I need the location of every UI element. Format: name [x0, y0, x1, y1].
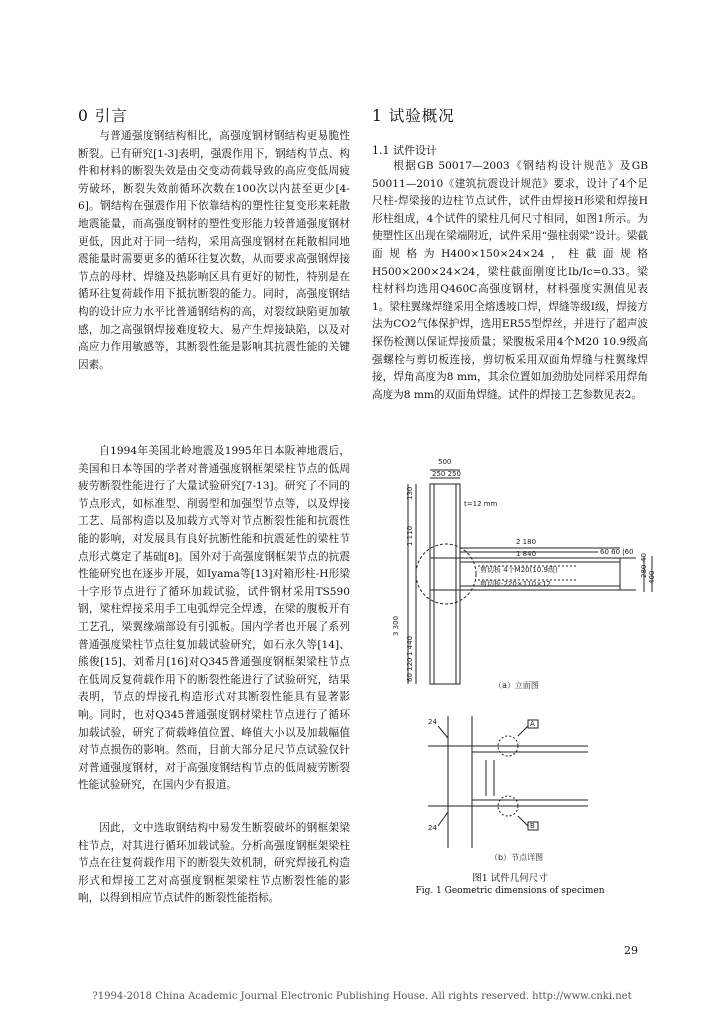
figure-1-drawing	[368, 456, 658, 866]
figure-caption-en: Fig. 1 Geometric dimensions of specimen	[415, 886, 605, 896]
intro-paragraph-2: 自1994年美国北岭地震及1995年日本阪神地震后，美国和日本等国的学者对普通强度钢框架梁柱节点的低周疲劳断裂性能进行了大量试验研究[7-13]。研究了不同的节点形式，如标准型、削弱型和加强型节点等，以及焊接工艺、局部构造以及加载方式等对节点断裂性能和抗震性能的影响，对发展具有良好抗断性能和抗震延性的梁柱节点形式奠定了基础[8]。国外对于高强度钢框架节点的抗震性能研究也在逐步开展，如Iyama等[13]对箱形柱-H形梁十字形节点进行了循环加载试验，试件钢材采用TS590钢，梁柱焊接采用手工电弧焊完全焊透，在梁的腹板开有工艺孔，梁翼缘端部设有引弧板。国内学者也开展了系列普通强度梁柱节点往复加载试验研究，如石永久等[14]、熊俊[15]、刘希月[16]对Q345普通强度钢框架梁柱节点在低周反复荷载作用下的断裂性能进行了试验研究，结果表明，节点的焊接孔构造形式对其断裂性能具有显著影响。同时，也对Q345普通强度钢材梁柱节点进行了循环加载试验，研究了荷载峰值位置、峰值大小以及加载幅值对节点损伤的影响。然而，目前大部分足尺节点试验仅针对普通强度钢材，对于高强度钢结构节点的低周疲劳断裂性能试验研究，在国内少有报道。	[78, 445, 350, 792]
dim-bolt-note: 剪切板 4个M20(10.9级)	[480, 566, 558, 574]
dim-col-height: 3 300	[392, 615, 400, 636]
detail-label-a: A	[530, 720, 535, 728]
detail-dim-24b: 24	[428, 824, 437, 832]
dim-weld-note: 剪切板-220×110×12	[480, 580, 551, 588]
section-heading-overview: 1 试验概况	[372, 107, 455, 125]
page-number: 29	[624, 944, 638, 957]
dim-top-split: 250 250	[432, 470, 461, 478]
dim-beam-depth-b: 40	[640, 553, 648, 562]
dim-col-top: 1 110	[406, 525, 414, 546]
dim-beam-total: 2 180	[516, 538, 537, 546]
dim-right-small: 60 60 |60	[600, 548, 634, 556]
design-paragraph: 根据GB 50017—2003《钢结构设计规范》及GB 50011—2010《建筑抗震设计规范》要求，设计了4个足尺柱-焊梁接的边柱节点试件，试件由焊接H形梁和焊接H形柱组成，4个试件的梁柱几何尺寸相同，如图1所示。为使塑性区出现在梁端附近，试件采用“强柱弱梁”设计。梁截面规格为H400×150×24×24，柱截面规格H500×200×24×24，梁柱截面刚度比Ib/Ic=0.33。梁柱材料均选用Q460C高强度钢材，材料强度实测值见表1。梁柱翼缘焊缝采用全熔透坡口焊，焊缝等级Ⅰ级，焊接方法为CO2气体保护焊，选用ER55型焊丝，并进行了超声波探伤检测以保证焊接质量；梁腹板采用4个M20 10.9级高强螺栓与剪切板连接，剪切板采用双面角焊缝与柱翼缘焊接，焊角高度为8 mm，其余位置如加劲肋处同样采用焊角高度为8 mm的双面角焊缝。试件的焊接工艺参数见表2。	[372, 160, 648, 401]
intro-paragraph-3: 因此，文中选取钢结构中易发生断裂破坏的钢框架梁柱节点，对其进行循环加载试验。分析高强度钢框架梁柱节点在往复荷载作用下的断裂失效机制，研究焊接孔构造形式和焊接工艺对高强度钢框架梁柱节点断裂性能的影响，以得到相应节点试件的断裂性能指标。	[78, 822, 350, 905]
section-heading-intro: 0 引言	[78, 107, 128, 125]
sub-caption-b: （b）节点详图	[490, 853, 544, 862]
detail-circle	[416, 544, 476, 604]
dim-col-mid: 130	[406, 486, 414, 500]
dim-stiffener-note: t=12 mm	[464, 500, 498, 508]
dim-top-total: 500	[438, 458, 452, 466]
dim-beam-depth: 400	[648, 570, 656, 584]
detail-dim-24a: 24	[428, 718, 437, 726]
intro-paragraph-1: 与普通强度钢结构相比，高强度钢材钢结构更易脆性断裂。已有研究[1-3]表明，强震作用下，钢结构节点、构件和材料的断裂失效是由交变动荷载导致的高应变低周疲劳破坏，断裂失效前循环次数在100次以内甚至更少[4-6]。钢结构在强震作用下依靠结构的塑性往复变形来耗散地震能量，而高强度钢材的塑性变形能力较普通强度钢材更低，因此对于同一结构，采用高强度钢材在耗散相同地震能量时需要更多的循环往复次数，从而要求高强钢焊接节点的母材、焊缝及热影响区具有更好的韧性，特别是在循环往复荷载作用下抵抗断裂的能力。同时，高强度钢结构的设计应力水平比普通钢结构的高，对裂纹缺陷更加敏感，加之高强钢焊接难度较大、易产生焊接缺陷，以及对高应力作用敏感等，其断裂性能是影响其抗震性能的关键因素。	[78, 130, 350, 371]
detail-label-b: B	[530, 822, 535, 830]
dim-col-base: 60 120	[406, 657, 414, 682]
figure-caption-cn: 图1 试件几何尺寸	[472, 873, 548, 884]
dim-beam-depth-a: 280	[640, 564, 648, 578]
copyright-footer: ?1994-2018 China Academic Journal Electronic Publishing House. All rights reserved. http://www.cnki.net	[92, 991, 632, 1002]
sub-caption-a: （a）立面图	[494, 681, 539, 690]
subsection-heading: 1.1 试件设计	[372, 144, 437, 157]
dim-col-bot: 1 440	[406, 635, 414, 656]
dim-beam-part: 1 840	[516, 550, 537, 558]
